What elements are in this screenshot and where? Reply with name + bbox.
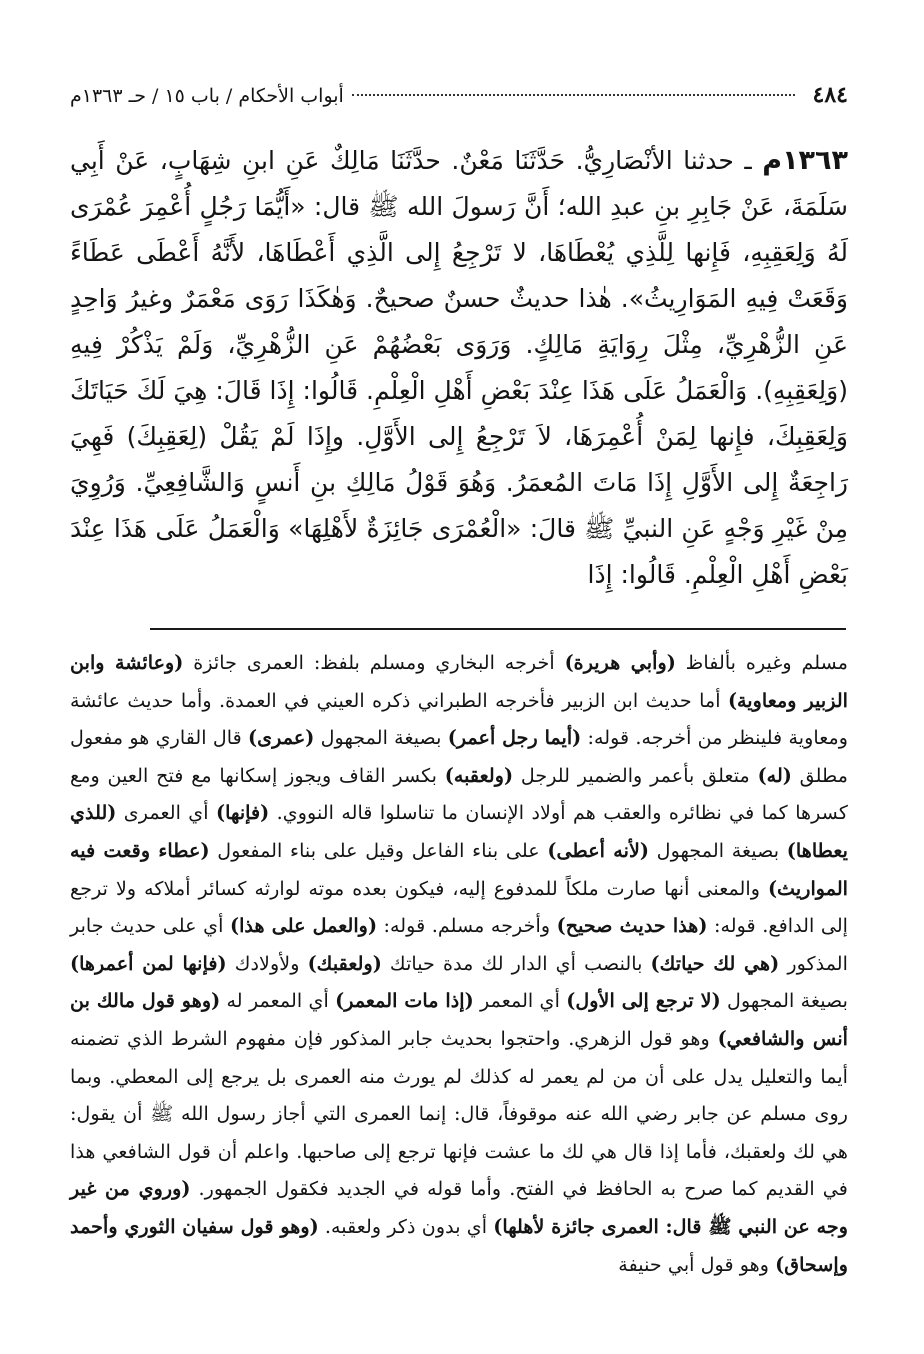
footnote-quote: (وعائشة وابن الزبير ومعاوية) <box>70 651 848 712</box>
footnote-text: بالنصب أي الدار لك مدة حياتك <box>381 951 651 975</box>
footnote-quote: (إذا مات المعمر) <box>335 989 474 1013</box>
footnote-text: على بناء الفاعل وقيل على بناء المفعول <box>209 838 548 862</box>
footnote-quote: (فإنها) <box>216 801 270 825</box>
footnote-quote: (للذي يعطاها) <box>70 801 849 862</box>
footnote-quote: (ولعقبه) <box>444 763 514 787</box>
hadith-body: ـ حدثنا الأنْصَارِيُّ. حَدَّثَنَا مَعْنٌ. حدَّثَنَا مَالِكٌ عَنِ ابنِ شِهَابٍ، عَنْ أَبِي سَلَمَةَ، عَنْ جَابِرِ بنِ عبدِ الله؛ أَنَّ رَسولَ الله ﷺ قال: «أَيُّمَا رَجُلٍ أُعْمِرَ عُمْرَى لَهُ وَلِعَقِبِهِ، فَإِنها لِلَّذِي يُعْطَاهَا، لا تَرْجِعُ إِلى الَّذِي أَعْطَاهَا، لأَنَّهُ أَعْطَى عَطَاءً وَقَعَتْ فِيهِ المَوَارِيثُ». هٰذا حديثٌ حسنٌ صحيحٌ. وَهٰكَذَا رَوَى مَعْمَرٌ وغيرُ وَاحِدٍ عَنِ الزُّهْرِيِّ، مِثْلَ رِوَايَةِ مَالِكٍ. وَرَوَى بَعْضُهُمْ عَنِ الزُّهْرِيِّ، وَلَمْ يَذْكُرْ فِيهِ (وَلِعَقِبِهِ). وَالْعَمَلُ عَلَى هَذَا عِنْدَ بَعْضِ أَهْلِ الْعِلْمِ. قَالُوا: إِذَا قَالَ: هِيَ لَكَ حَيَاتَكَ وَلِعَقِبِكَ، فإِنها لِمَنْ أُعْمِرَهَا، لاَ تَرْجِعُ إِلى الأَوَّلِ. وإِذَا لَمْ يَقُلْ (لِعَقِبِكَ) فَهِيَ رَاجِعَةٌ إِلى الأَوَّلِ إِذَا مَاتَ المُعمَرُ. وَهُوَ قَوْلُ مَالِكِ بنِ أَنسٍ وَالشَّافِعِيِّ. وَرُوِيَ مِنْ غَيْرِ وَجْهٍ عَنِ النبيِّ ﷺ قالَ: «الْعُمْرَى جَائِزَةٌ لأَهْلِهَا» وَالْعَمَلُ عَلَى هَذَا عِنْدَ بَعْضِ أَهْلِ الْعِلْمِ. قَالُوا: إِذَا <box>70 146 848 589</box>
footnote-quote: (أيما رجل أعمر) <box>447 726 582 750</box>
footnote-text: متعلق بأعمر والضمير للرجل <box>513 763 758 787</box>
footnote-quote: (عطاء وقعت فيه المواريث) <box>70 838 848 900</box>
footnote-quote: (ولعقبك) <box>307 951 382 975</box>
footnote-quote: (وروي من غير وجه عن النبي ﷺ قال: العمرى جائزة لأهلها) <box>70 1177 849 1238</box>
footnote-text: أي بدون ذكر ولعقبه. <box>318 1214 494 1238</box>
footnote-text: وهو قول الزهري. واحتجوا بحديث جابر المذكور فإن مفهوم الشرط الذي تضمنه أيما والتعليل يدل على أن من لم يعمر له كذلك لم يورث منه العمرى بل يرجع إلى المعطي. وبما روى مسلم عن جابر رضي الله عنه موقوفاً، قال: إنما العمرى التي أجاز رسول الله ﷺ أن يقول: هي لك ولعقبك، فأما إذا قال هي لك ما عشت فإنها ترجع إلى صاحبها. واعلم أن قول الشافعي هذا في القديم كما صرح به الحافظ في الفتح. وأما قوله في الجديد فكقول الجمهور. <box>70 1026 848 1201</box>
footnote-text: أي المعمر <box>473 989 567 1013</box>
footnote-text: أي المعمر له <box>220 989 336 1013</box>
dotted-leader <box>352 94 795 96</box>
footnote-text: بصيغة المجهول <box>720 989 848 1013</box>
footnote-text: وهو قول أبي حنيفة <box>618 1252 776 1276</box>
footnote-text: بكسر القاف ويجوز إسكانها مع فتح العين ومع كسرها كما في نظائره والعقب هم أولاد الإنسان ما تناسلوا قاله النووي. <box>70 763 849 825</box>
running-header <box>70 82 848 112</box>
book-page <box>70 82 848 1283</box>
footnote-text: بصيغة المجهول <box>314 726 448 750</box>
footnote-text: بصيغة المجهول <box>648 838 787 862</box>
footnote-quote: (هي لك حياتك) <box>650 951 780 975</box>
footnote-quote: (فإنها لمن أعمرها) <box>70 951 227 975</box>
page-number: ٤٨٤ <box>812 82 848 108</box>
footnote-text: مسلم وغيره بألفاظ <box>675 651 849 674</box>
footnote-text: أي العمرى <box>116 801 217 825</box>
commentary-footnote <box>70 644 848 1283</box>
footnote-quote: (له) <box>757 763 792 787</box>
footnote-quote: (وهو قول سفيان الثوري وأحمد وإسحاق) <box>70 1214 848 1276</box>
footnote-quote: (لا ترجع إلى الأول) <box>566 989 721 1013</box>
hadith-number: ١٣٦٣م <box>762 145 848 176</box>
footnote-text: أخرجه البخاري ومسلم بلفظ: العمرى جائزة <box>183 651 565 674</box>
footnote-text: ولأولادك <box>226 951 308 975</box>
footnote-text: والمعنى أنها صارت ملكاً للمدفوع إليه، فيكون بعده موته لوارثه كسائر أملاكه ولا ترجع إلى الدافع. قوله: <box>70 876 849 938</box>
hadith-text <box>70 138 848 598</box>
chapter-reference: أبواب الأحكام / باب ١٥ / حـ ١٣٦٣م <box>70 85 344 107</box>
footnote-quote: (وهو قول مالك بن أنس والشافعي) <box>70 989 848 1050</box>
footnote-text: وأخرجه مسلم. قوله: <box>377 914 557 938</box>
footnote-text: أما حديث ابن الزبير فأخرجه الطبراني ذكره العيني في العمدة. وأما حديث عائشة ومعاوية فلينظر من أخرجه. قوله: <box>70 688 849 750</box>
footnote-quote: (وأبي هريرة) <box>564 651 676 674</box>
footnote-text: أي على حديث جابر المذكور <box>70 914 848 975</box>
footnote-text: قال القاري هو مفعول مطلق <box>70 726 848 787</box>
footnote-quote: (عمرى) <box>248 726 315 750</box>
footnote-quote: (والعمل على هذا) <box>230 914 378 938</box>
footnote-quote: (لأنه أعطى) <box>547 838 649 862</box>
footnote-separator <box>150 628 846 630</box>
footnote-quote: (هذا حديث صحيح) <box>556 914 708 938</box>
